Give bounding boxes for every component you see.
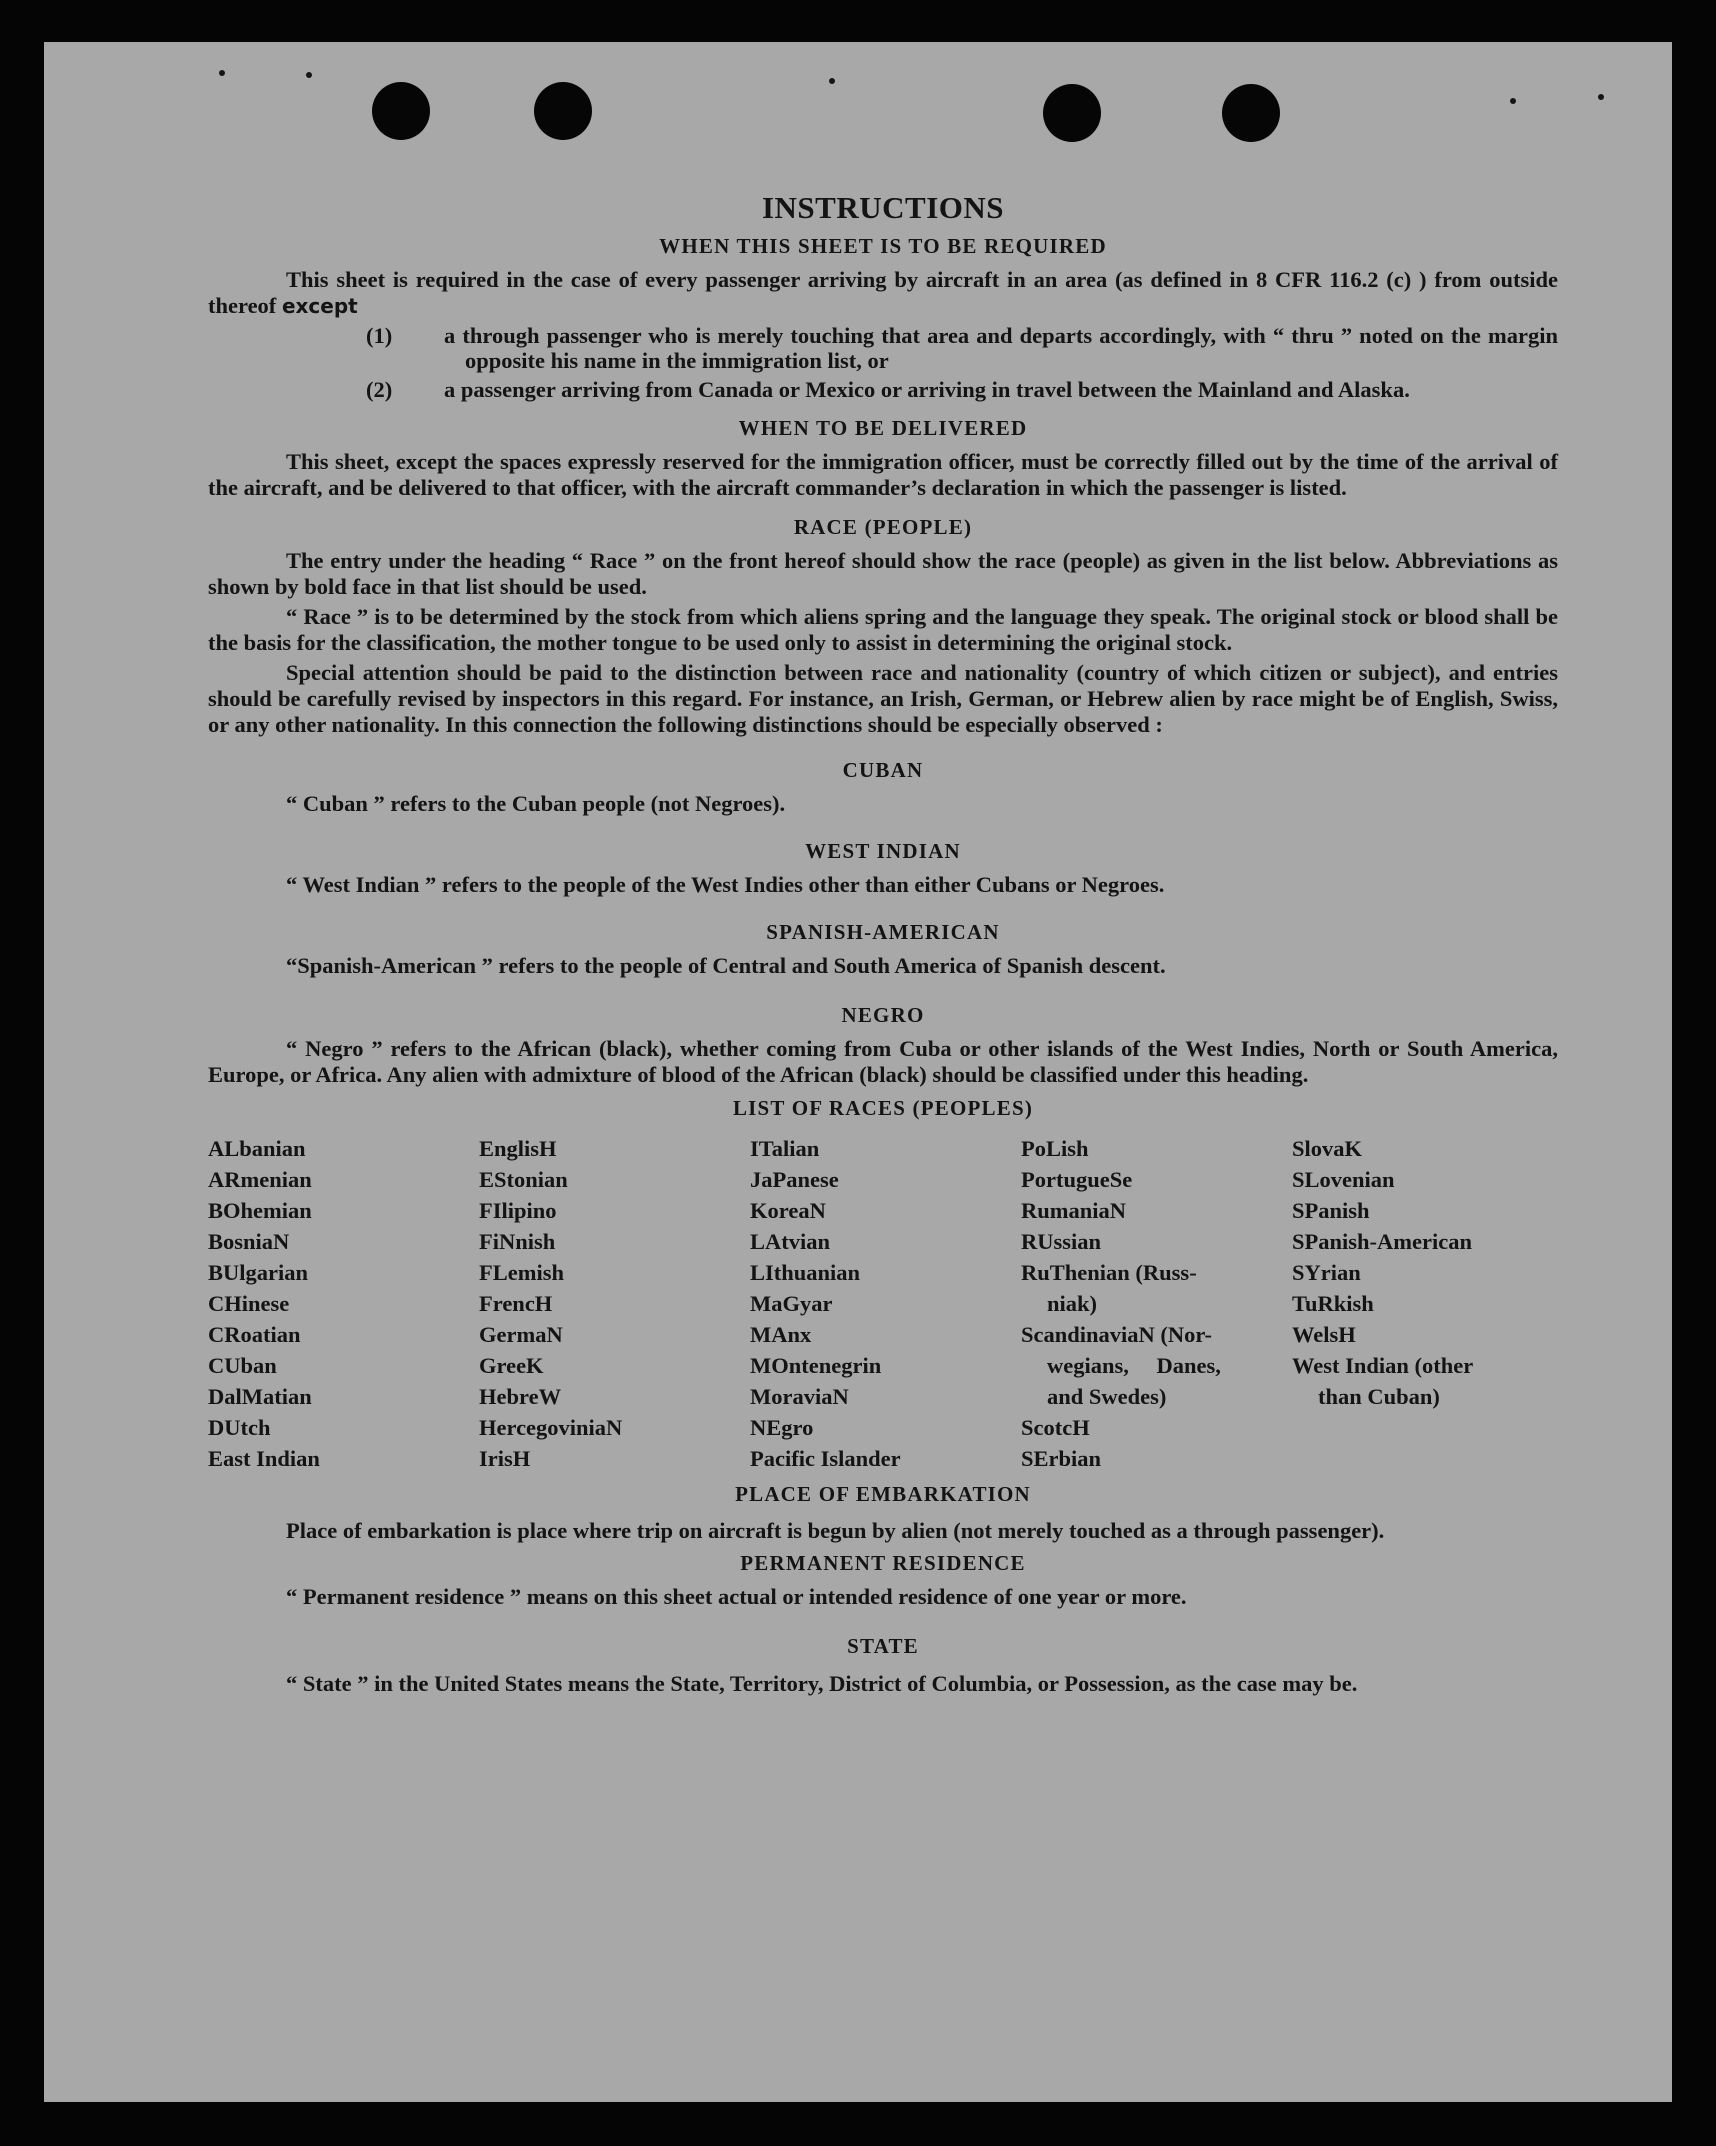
race-entry: FLemish <box>479 1260 565 1285</box>
race-entry: CUban <box>208 1353 277 1378</box>
paper-speck <box>829 78 835 84</box>
race-entry: NEgro <box>750 1415 814 1440</box>
race-entry: ScotcH <box>1021 1415 1090 1440</box>
race-entry: KoreaN <box>750 1198 826 1223</box>
paragraph: “ State ” in the United States means the State, Territory, District of Columbia, or Possession, as the case may be. <box>286 1671 1358 1696</box>
race-column <box>479 1133 750 1474</box>
race-entry: IrisH <box>479 1446 531 1471</box>
paragraph: Special attention should be paid to the distinction between race and nationality (country of which citizen or subject), and entries should be carefully revised by inspectors in this regard. For instance, an Irish, German, or Hebrew alien by race might be of English, Swiss, or any other nationality. In this connection the following distinctions should be especially observed : <box>208 660 1558 737</box>
paragraph: “Spanish-American ” refers to the people of Central and South America of Spanish descent. <box>286 953 1166 978</box>
race-entry: East Indian <box>208 1446 320 1471</box>
race-entry: West Indian (other <box>1292 1353 1474 1378</box>
page-title: INSTRUCTIONS <box>761 190 1004 225</box>
paragraph: “ Negro ” refers to the African (black), whether coming from Cuba or other islands of the West Indies, North or South America, Europe, or Africa. Any alien with admixture of blood of the African (black) should be classified under this heading. <box>208 1036 1558 1087</box>
race-entry: SPanish <box>1292 1198 1370 1223</box>
race-column <box>1292 1133 1558 1474</box>
item-text: a through passenger who is merely touching that area and departs accordingly, with “ thru ” noted on the margin opposite his name in the immigration list, or <box>444 323 1558 373</box>
race-entry: JaPanese <box>750 1167 839 1192</box>
section-heading: NEGRO <box>841 1003 925 1027</box>
section-heading: CUBAN <box>842 758 924 782</box>
race-entry: LAtvian <box>750 1229 831 1254</box>
section-heading: PERMANENT RESIDENCE <box>740 1551 1026 1575</box>
race-entry: MaGyar <box>750 1291 833 1316</box>
paragraph: Place of embarkation is place where trip on aircraft is begun by alien (not merely touched as a through passenger). <box>286 1518 1385 1543</box>
race-entry: MOntenegrin <box>750 1353 882 1378</box>
paragraph: This sheet, except the spaces expressly reserved for the immigration officer, must be correctly filled out by the time of the arrival of the aircraft, and be delivered to that officer, with the aircraft commander’s declaration in which the passenger is listed. <box>208 449 1558 500</box>
race-entry: FIlipino <box>479 1198 557 1223</box>
list-item <box>208 377 1558 402</box>
race-column <box>208 1133 479 1474</box>
race-entry: EStonian <box>479 1167 568 1192</box>
race-entry: DUtch <box>208 1415 271 1440</box>
race-entry: SlovaK <box>1292 1136 1363 1161</box>
race-entry: FrencH <box>479 1291 553 1316</box>
section-heading: LIST OF RACES (PEOPLES) <box>732 1096 1034 1120</box>
race-entry: ScandinaviaN (Nor- <box>1021 1322 1213 1347</box>
race-entry: BosniaN <box>208 1229 290 1254</box>
section-heading: RACE (PEOPLE) <box>793 515 973 539</box>
race-entry: ARmenian <box>208 1167 312 1192</box>
punch-hole <box>372 82 430 140</box>
race-entry: CRoatian <box>208 1322 301 1347</box>
document-page <box>44 42 1672 2102</box>
race-entry-continuation: niak) <box>1047 1291 1098 1316</box>
race-entry: RUssian <box>1021 1229 1102 1254</box>
race-entry: SErbian <box>1021 1446 1102 1471</box>
race-entry: SLovenian <box>1292 1167 1395 1192</box>
item-number: (1) <box>366 323 393 348</box>
paragraph: “ West Indian ” refers to the people of the West Indies other than either Cubans or Negroes. <box>286 872 1165 897</box>
section-heading: WHEN THIS SHEET IS TO BE REQUIRED <box>659 234 1107 258</box>
item-number: (2) <box>366 377 393 402</box>
race-entry: MoraviaN <box>750 1384 849 1409</box>
punch-hole <box>1222 84 1280 142</box>
paragraph: “ Cuban ” refers to the Cuban people (not Negroes). <box>286 791 786 816</box>
race-column <box>750 1133 1021 1474</box>
race-entry: DalMatian <box>208 1384 312 1409</box>
race-list <box>208 1133 1558 1474</box>
race-entry: Pacific Islander <box>750 1446 901 1471</box>
race-entry: MAnx <box>750 1322 812 1347</box>
race-entry: BUlgarian <box>208 1260 309 1285</box>
paper-speck <box>306 72 312 78</box>
race-entry-continuation: and Swedes) <box>1047 1384 1167 1409</box>
race-entry-continuation: than Cuban) <box>1318 1384 1440 1409</box>
race-entry: HercegoviniaN <box>479 1415 623 1440</box>
race-entry: TuRkish <box>1292 1291 1374 1316</box>
item-text: a passenger arriving from Canada or Mexico or arriving in travel between the Mainland and Alaska. <box>444 377 1410 402</box>
section-heading: WEST INDIAN <box>805 839 961 863</box>
punch-hole <box>534 82 592 140</box>
race-entry: RumaniaN <box>1021 1198 1127 1223</box>
race-entry: EnglisH <box>479 1136 557 1161</box>
race-entry: BOhemian <box>208 1198 312 1223</box>
race-entry: PoLish <box>1021 1136 1089 1161</box>
race-entry-continuation: wegians, Danes, <box>1047 1353 1221 1378</box>
instructions-body <box>208 190 1558 1705</box>
race-entry: WelsH <box>1292 1322 1356 1347</box>
paper-speck <box>1598 94 1604 100</box>
paragraph: This sheet is required in the case of every passenger arriving by aircraft in an area (as defined in 8 CFR 116.2 (c) ) from outside thereof except <box>208 267 1558 318</box>
race-entry: FiNnish <box>479 1229 556 1254</box>
race-entry: RuThenian (Russ- <box>1021 1260 1197 1285</box>
race-entry: ITalian <box>750 1136 820 1161</box>
list-item <box>208 323 1558 373</box>
race-entry: HebreW <box>479 1384 562 1409</box>
section-heading: WHEN TO BE DELIVERED <box>738 416 1028 440</box>
race-entry: LIthuanian <box>750 1260 861 1285</box>
paper-speck <box>219 70 225 76</box>
race-entry: GreeK <box>479 1353 544 1378</box>
race-entry: CHinese <box>208 1291 290 1316</box>
race-entry: ALbanian <box>208 1136 306 1161</box>
race-entry: GermaN <box>479 1322 563 1347</box>
paragraph: “ Race ” is to be determined by the stock from which aliens spring and the language they speak. The original stock or blood shall be the basis for the classification, the mother tongue to be used only to assist in determining the original stock. <box>208 604 1558 655</box>
punch-hole <box>1043 84 1101 142</box>
section-heading: PLACE OF EMBARKATION <box>735 1482 1031 1506</box>
race-entry: SPanish-American <box>1292 1229 1472 1254</box>
paragraph: “ Permanent residence ” means on this sheet actual or intended residence of one year or more. <box>286 1584 1187 1609</box>
paragraph: The entry under the heading “ Race ” on the front hereof should show the race (people) as given in the list below. Abbreviations as shown by bold face in that list should be used. <box>208 548 1558 599</box>
race-entry: SYrian <box>1292 1260 1361 1285</box>
paper-speck <box>1510 98 1516 104</box>
race-column <box>1021 1133 1292 1474</box>
race-entry: PortugueSe <box>1021 1167 1133 1192</box>
section-heading: SPANISH-AMERICAN <box>766 920 1000 944</box>
section-heading: STATE <box>847 1634 919 1658</box>
